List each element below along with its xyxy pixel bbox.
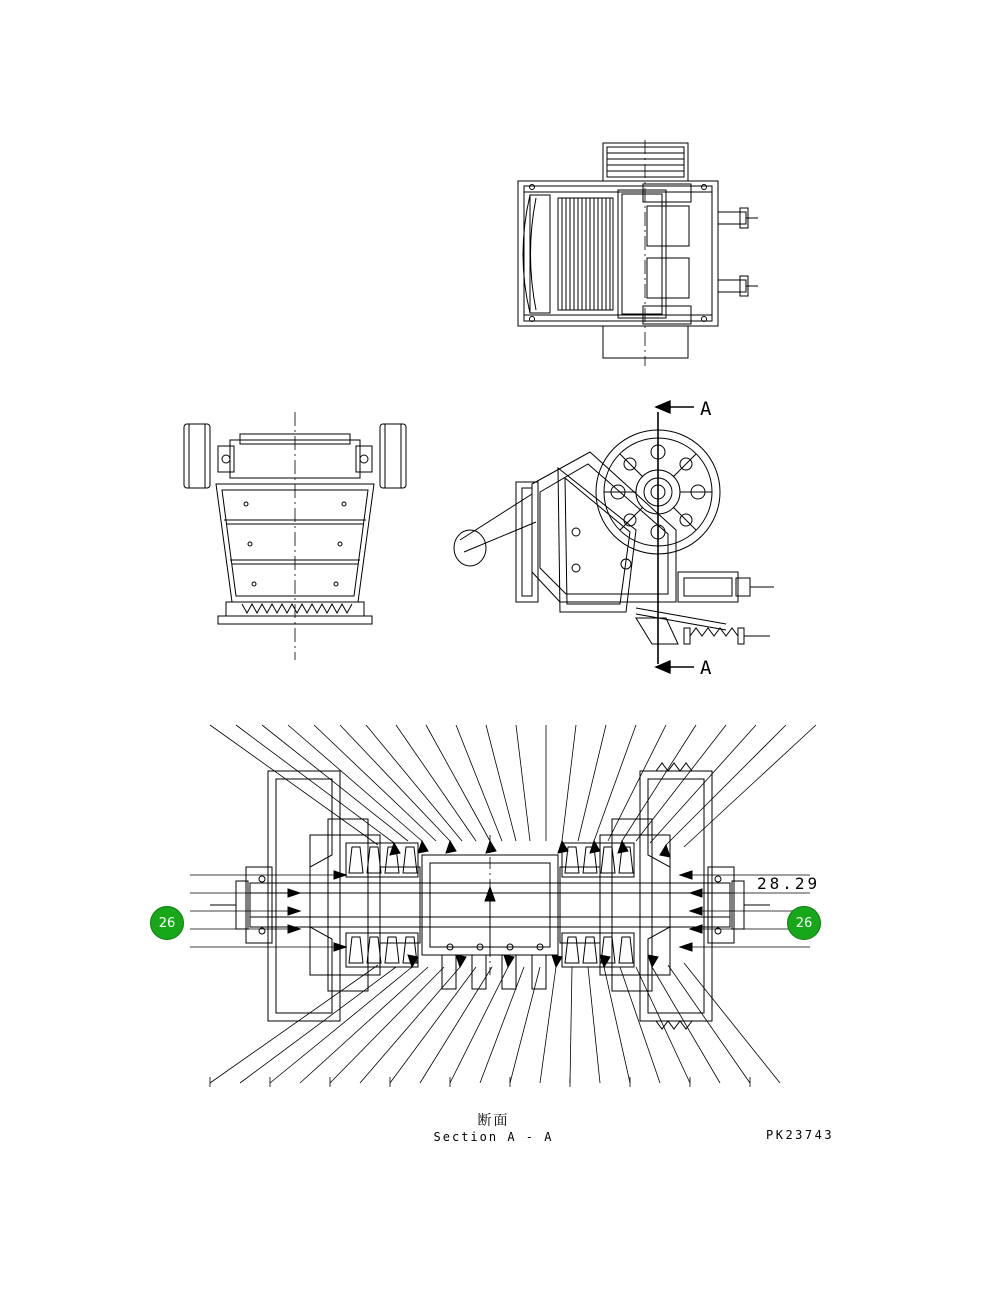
- section-label-bottom: A: [700, 657, 713, 679]
- caption-japanese: 断面: [477, 1113, 510, 1129]
- page-reference-label: 28.29: [757, 874, 821, 893]
- section-aa-view: [150, 715, 840, 1095]
- section-label-top: A: [700, 398, 713, 420]
- balloon-left[interactable]: 26: [150, 906, 184, 940]
- caption-english: Section A - A: [433, 1130, 554, 1144]
- front-elevation-view: [180, 412, 420, 662]
- drawing-number: PK23743: [766, 1128, 835, 1142]
- side-elevation-view: [440, 412, 780, 677]
- top-plan-view: [500, 140, 790, 370]
- balloon-right[interactable]: 26: [787, 906, 821, 940]
